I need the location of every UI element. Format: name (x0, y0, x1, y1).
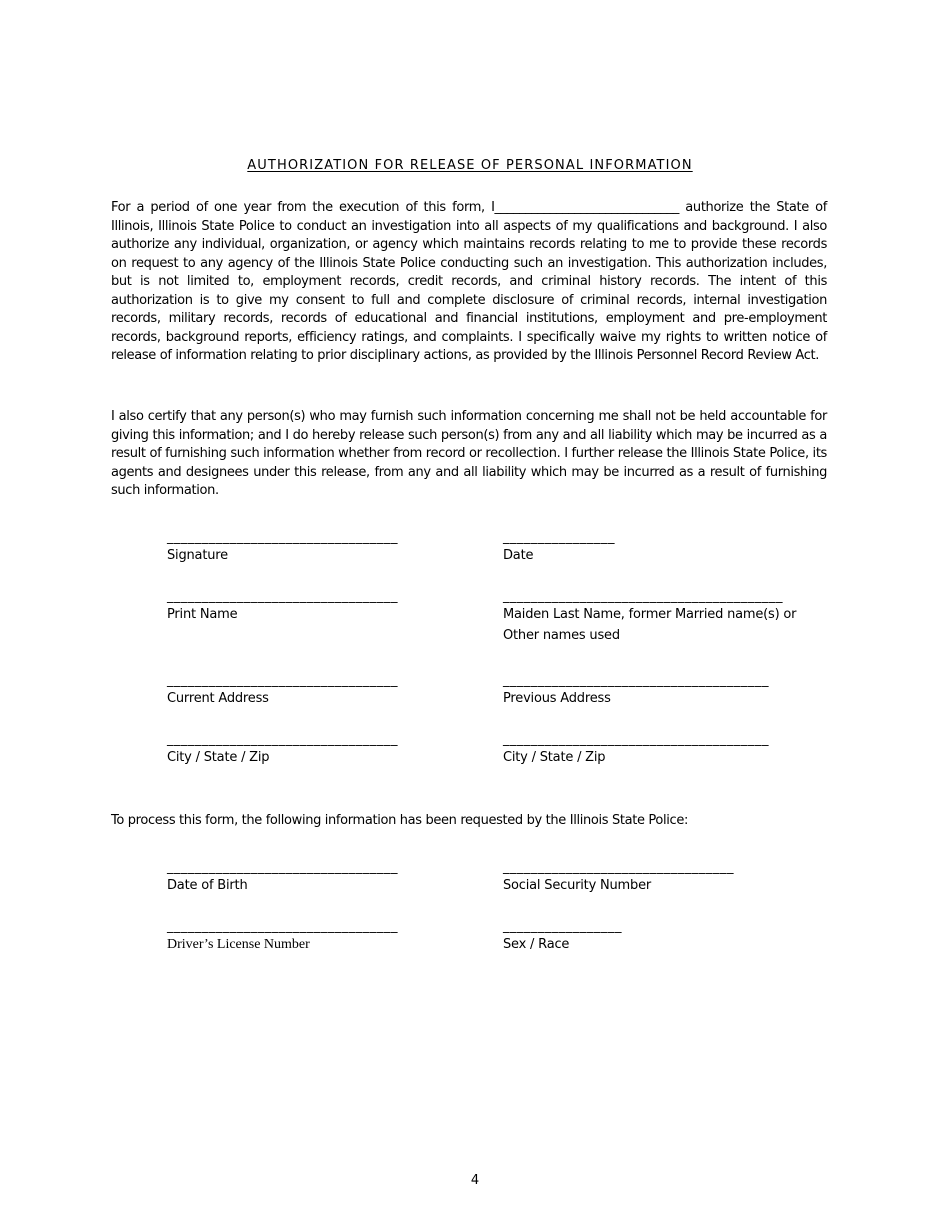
previous-address-line[interactable]: ______________________________________ (503, 673, 769, 688)
city-state-zip-previous-label: City / State / Zip (503, 750, 606, 765)
drivers-license-line[interactable]: _________________________________ (167, 919, 398, 934)
print-name-line[interactable]: _________________________________ (167, 589, 398, 604)
signature-line[interactable]: _________________________________ (167, 530, 398, 545)
maiden-name-label-2: Other names used (503, 628, 620, 643)
signature-field[interactable] (167, 531, 398, 566)
release-paragraph: I also certify that any person(s) who may furnish such information concerning me shall not be held accountable for giving this information; and I do hereby release such person(s) from any and all liability which may be incurred as a result of furnishing such information whether from record or recollection. I further release the Illinois State Police, its agents and designees under this release, from any and all liability which may be incurred as a result of furnishing such information. (111, 409, 827, 498)
drivers-license-label: Driver’s License Number (167, 937, 310, 952)
maiden-name-field[interactable] (503, 590, 796, 646)
date-line[interactable]: ________________ (503, 530, 615, 545)
sex-race-field[interactable] (503, 920, 622, 955)
current-address-field[interactable] (167, 674, 398, 709)
page-number: 4 (470, 1173, 480, 1188)
date-of-birth-field[interactable] (167, 861, 398, 896)
date-field[interactable] (503, 531, 615, 566)
print-name-field[interactable] (167, 590, 398, 625)
signature-label: Signature (167, 548, 228, 563)
date-of-birth-label: Date of Birth (167, 878, 248, 893)
city-state-zip-current-field[interactable] (167, 733, 398, 768)
document-title (0, 158, 940, 173)
print-name-label: Print Name (167, 607, 238, 622)
current-address-line[interactable]: _________________________________ (167, 673, 398, 688)
authorization-paragraph: For a period of one year from the execution of this form, I______________________________ authorize the State of Illinois, Illinois State Police to conduct an investigation into all aspects of my qualifications and background. I also authorize any individual, organization, or agency which maintains records relating to me to provide these records on request to any agency of the Illinois State Police conducting such an investigation. This authorization includes, but is not limited to, employment records, credit records, and criminal history records. The intent of this authorization is to give my consent to full and complete disclosure of criminal records, internal investigation records, military records, records of educational and financial institutions, employment and pre-employment records, background reports, efficiency ratings, and complaints. I specifically waive my rights to written notice of release of information relating to prior disciplinary actions, as provided by the Illinois Personnel Record Review Act. (111, 200, 827, 363)
city-state-zip-previous-field[interactable] (503, 733, 769, 768)
current-address-label: Current Address (167, 691, 269, 706)
city-state-zip-current-label: City / State / Zip (167, 750, 270, 765)
ssn-line[interactable]: _________________________________ (503, 860, 734, 875)
ssn-label: Social Security Number (503, 878, 652, 893)
maiden-name-line[interactable]: ________________________________________ (503, 589, 783, 604)
maiden-name-label: Maiden Last Name, former Married name(s) or (503, 607, 797, 622)
previous-address-label: Previous Address (503, 691, 611, 706)
document-title-text: AUTHORIZATION FOR RELEASE OF PERSONAL INFORMATION (247, 158, 693, 173)
previous-address-field[interactable] (503, 674, 769, 709)
drivers-license-field[interactable] (167, 920, 398, 955)
ssn-field[interactable] (503, 861, 734, 896)
date-label: Date (503, 548, 534, 563)
date-of-birth-line[interactable]: _________________________________ (167, 860, 398, 875)
city-state-zip-previous-line[interactable]: ______________________________________ (503, 732, 769, 747)
city-state-zip-current-line[interactable]: _________________________________ (167, 732, 398, 747)
request-paragraph: To process this form, the following information has been requested by the Illinois State Police: (111, 813, 689, 828)
sex-race-line[interactable]: _________________ (503, 919, 622, 934)
sex-race-label: Sex / Race (503, 937, 570, 952)
